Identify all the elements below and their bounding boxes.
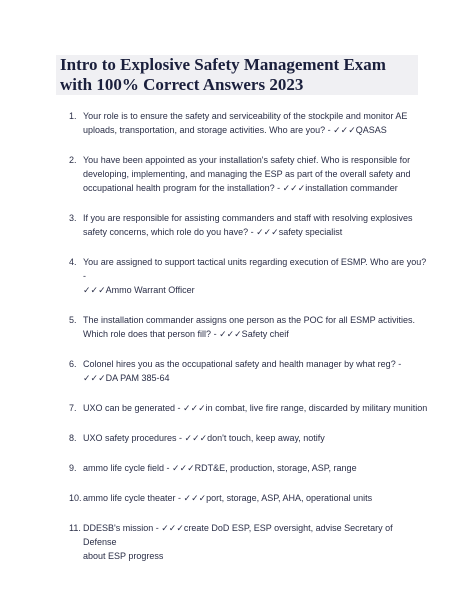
question-number: 9. [69, 463, 77, 473]
question-text-line: If you are responsible for assisting commanders and staff with resolving explosives [83, 213, 413, 223]
question-number: 6. [69, 359, 77, 369]
question-number: 5. [69, 315, 77, 325]
question-text-line: Colonel hires you as the occupational safety and health manager by what reg? - [83, 359, 402, 369]
question-number: 7. [69, 403, 77, 413]
question-item [58, 109, 428, 137]
question-number: 11. [69, 523, 81, 533]
question-item [58, 401, 428, 415]
question-list [58, 109, 428, 563]
question-text-line: about ESP progress [83, 551, 164, 561]
question-number: 1. [69, 111, 77, 121]
question-number: 10. [69, 493, 82, 503]
question-text-line: The installation commander assigns one person as the POC for all ESMP activities. [83, 315, 415, 325]
question-number: 3. [69, 213, 77, 223]
question-text-line: occupational health program for the installation? - ✓✓✓installation commander [83, 183, 398, 193]
question-item [58, 153, 428, 195]
question-item [58, 431, 428, 445]
question-text-line: ✓✓✓Ammo Warrant Officer [83, 285, 195, 295]
question-number: 4. [69, 257, 77, 267]
question-number: 8. [69, 433, 77, 443]
question-item [58, 313, 428, 341]
question-item [58, 521, 428, 563]
question-item [58, 211, 428, 239]
question-text-line: You have been appointed as your installation's safety chief. Who is responsible for [83, 155, 411, 165]
question-number: 2. [69, 155, 77, 165]
question-text-line: uploads, transportation, and storage activities. Who are you? - ✓✓✓QASAS [83, 125, 387, 135]
document-title [56, 55, 418, 95]
question-item [58, 461, 428, 475]
question-item [58, 491, 428, 505]
question-text-line: ✓✓✓DA PAM 385-64 [83, 373, 170, 383]
question-text-line: UXO can be generated - ✓✓✓in combat, live fire range, discarded by military munition [83, 403, 428, 413]
question-item [58, 357, 428, 385]
title-line-2: with 100% Correct Answers 2023 [60, 75, 304, 94]
question-text-line: safety concerns, which role do you have? - ✓✓✓safety specialist [83, 227, 343, 237]
question-text-line: Your role is to ensure the safety and serviceability of the stockpile and monitor AE [83, 111, 408, 121]
question-text-line: DDESB's mission - ✓✓✓create DoD ESP, ESP oversight, advise Secretary of Defense [83, 523, 393, 547]
question-text-line: You are assigned to support tactical units regarding execution of ESMP. Who are you? - [83, 257, 427, 281]
question-text-line: ammo life cycle field - ✓✓✓RDT&E, production, storage, ASP, range [83, 463, 357, 473]
question-text-line: Which role does that person fill? - ✓✓✓Safety cheif [83, 329, 289, 339]
question-item [58, 255, 428, 297]
question-text-line: developing, implementing, and managing the ESP as part of the overall safety and [83, 169, 411, 179]
title-line-1: Intro to Explosive Safety Management Exam [60, 55, 386, 74]
question-text-line: ammo life cycle theater - ✓✓✓port, storage, ASP, AHA, operational units [83, 493, 373, 503]
question-text-line: UXO safety procedures - ✓✓✓don't touch, keep away, notify [83, 433, 325, 443]
